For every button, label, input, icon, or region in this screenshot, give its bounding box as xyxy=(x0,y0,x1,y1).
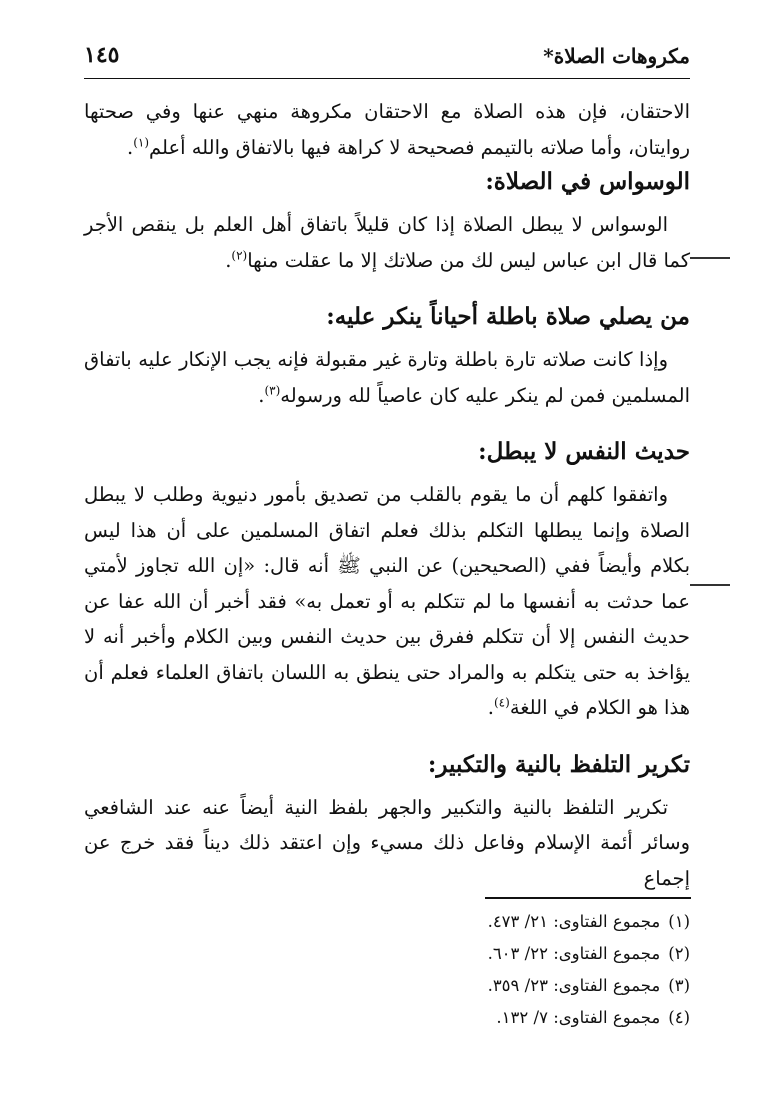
batila-tail: . xyxy=(258,383,265,407)
margin-mark xyxy=(690,584,730,586)
footnote-item xyxy=(84,906,690,938)
footnote-number: (٤) xyxy=(668,1008,690,1027)
footnotes xyxy=(84,906,690,1034)
footnote-number: (٢) xyxy=(668,944,690,963)
intro-paragraph xyxy=(84,94,690,165)
page-header xyxy=(84,38,690,79)
footnote-ref-4: (٤) xyxy=(493,695,510,710)
waswas-text: الوسواس لا يبطل الصلاة إذا كان قليلاً باتفاق أهل العلم بل ينقص الأجر كما قال ابن عباس ليس لك من صلاتك إلا ما عقلت منها xyxy=(84,213,690,272)
nafs-text: واتفقوا كلهم أن ما يقوم بالقلب من تصديق بأمور دنيوية وطلب لا يبطل الصلاة وإنما يبطلها التكلم بذلك فعلم اتفاق المسلمين على أن هذا ليس بكلام وأيضاً ففي (الصحيحين) عن النبي ﷺ أنه قال: «إن الله تجاوز لأمتي عما حدثت به أنفسها ما لم تتكلم به أو تعمل به» فقد أخبر أن الله عفا عن حديث النفس إلا أن تتكلم ففرق بين حديث النفس وبين الكلام وأخبر أنه لا يؤاخذ به حتى يتكلم به والمراد حتى ينطق به اللسان باتفاق العلماء فعلم أن هذا هو الكلام في اللغة xyxy=(84,483,690,719)
heading-batila: من يصلي صلاة باطلة أحياناً ينكر عليه: xyxy=(326,303,690,330)
page-number: ١٤٥ xyxy=(84,42,120,68)
footnote-item xyxy=(84,938,690,970)
intro-tail: . xyxy=(127,135,134,159)
footnote-text: مجموع الفتاوى: ٢٢/ ٦٠٣. xyxy=(487,944,661,963)
footnote-item xyxy=(84,970,690,1002)
waswas-paragraph xyxy=(84,207,690,278)
footnote-ref-1: (١) xyxy=(133,135,150,149)
waswas-tail: . xyxy=(225,248,232,272)
talaffuz-paragraph xyxy=(84,790,690,897)
footnote-item xyxy=(84,1002,690,1034)
heading-talaffuz: تكرير التلفظ بالنية والتكبير: xyxy=(427,750,690,778)
footnote-separator xyxy=(485,897,691,899)
main-text xyxy=(84,94,690,896)
running-title: مكروهات الصلاة* xyxy=(543,44,690,68)
batila-text: وإذا كانت صلاته تارة باطلة وتارة غير مقبولة فإنه يجب الإنكار عليه باتفاق المسلمين فمن لم ينكر عليه كان عاصياً لله ورسوله xyxy=(84,348,690,407)
heading-waswas: الوسواس في الصلاة: xyxy=(485,168,690,195)
nafs-paragraph xyxy=(84,477,690,726)
footnote-number: (٣) xyxy=(668,976,690,995)
talaffuz-text: تكرير التلفظ بالنية والتكبير والجهر بلفظ النية أيضاً عنه عند الشافعي وسائر أئمة الإسلام وفاعل ذلك مسيء وإن اعتقد ذلك ديناً فقد خرج عن إجماع xyxy=(84,795,690,890)
footnote-ref-3: (٣) xyxy=(264,383,281,397)
intro-text: الاحتقان، فإن هذه الصلاة مع الاحتقان مكروهة منهي عنها وفي صحتها روايتان، وأما صلاته بالتيمم فصحيحة لا كراهة فيها بالاتفاق والله أعلم xyxy=(84,100,690,159)
margin-mark xyxy=(690,257,730,259)
footnote-text: مجموع الفتاوى: ٧/ ١٣٢. xyxy=(496,1008,661,1027)
footnote-text: مجموع الفتاوى: ٢١/ ٤٧٣. xyxy=(487,912,661,931)
footnote-number: (١) xyxy=(668,912,690,931)
footnote-text: مجموع الفتاوى: ٢٣/ ٣٥٩. xyxy=(487,976,661,995)
heading-nafs: حديث النفس لا يبطل: xyxy=(478,438,690,465)
nafs-tail: . xyxy=(487,696,494,719)
footnote-ref-2: (٢) xyxy=(231,248,248,262)
batila-paragraph xyxy=(84,342,690,413)
